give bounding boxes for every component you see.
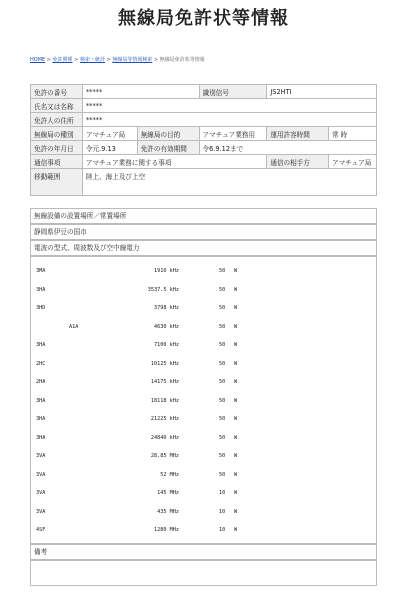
emission-class: 3HD (36, 305, 46, 311)
emission-frequency: 1910 kHz (154, 268, 179, 274)
installation-location-value: 静岡県伊豆の国市 (30, 224, 377, 240)
emission-frequency: 10125 kHz (150, 360, 179, 367)
emission-row (31, 448, 376, 464)
emissions-list (30, 256, 377, 544)
table-row (31, 155, 377, 169)
emission-row (31, 337, 376, 353)
station-type-label: 無線局の種別 (31, 127, 83, 141)
license-info-table (30, 84, 377, 196)
emission-power-unit: W (234, 360, 238, 367)
emission-power-unit: W (234, 416, 238, 422)
emission-power-unit: W (234, 453, 238, 459)
emission-power: 50 (219, 416, 226, 422)
operating-hours-label: 運用許容時間 (267, 127, 329, 141)
emission-power: 50 (219, 471, 226, 478)
emission-frequency: 145 MHz (157, 490, 179, 496)
emission-power-unit: W (234, 434, 238, 441)
operating-hours-value: 常 時 (328, 127, 376, 141)
emission-power: 50 (219, 342, 226, 348)
table-row (31, 113, 377, 127)
movement-range-label: 移動範囲 (31, 169, 83, 196)
breadcrumb-separator: > (104, 57, 113, 63)
emission-power: 50 (219, 379, 226, 385)
emission-power: 10 (219, 490, 226, 496)
license-number-value: ***** (82, 85, 199, 99)
emission-power: 50 (219, 305, 226, 311)
validity-value: 令6.9.12まで (199, 141, 377, 155)
emission-power: 50 (219, 286, 226, 293)
emission-class: 3HA (36, 342, 46, 348)
comm-party-label: 通信の相手方 (267, 155, 329, 169)
page-title: 無線局免許状等情報 (118, 8, 289, 29)
emission-frequency: 4630 kHz (154, 323, 179, 330)
emission-power-unit: W (234, 527, 238, 533)
remarks-value (30, 560, 377, 586)
emission-power: 50 (219, 360, 226, 367)
breadcrumb-current: > 無線局免許状等情報 (152, 57, 205, 63)
emission-frequency: 18118 kHz (150, 397, 179, 404)
emission-row (31, 300, 376, 316)
emission-class: 2HA (36, 379, 46, 385)
table-row (31, 127, 377, 141)
validity-label: 免許の有効期間 (137, 141, 199, 155)
emission-power-unit: W (234, 508, 238, 515)
emission-power-unit: W (234, 471, 238, 478)
breadcrumb-separator: > (72, 57, 80, 63)
comm-party-value: アマチュア局 (328, 155, 376, 169)
breadcrumb-license-link[interactable]: 免許関係 (52, 57, 73, 63)
emission-class: 3VA (36, 508, 46, 515)
emission-class: 3VA (36, 471, 46, 478)
emission-power: 10 (219, 527, 226, 533)
emission-frequency: 435 MHz (157, 508, 179, 515)
purpose-value: アマチュア業務用 (199, 127, 267, 141)
emission-power-unit: W (234, 286, 238, 293)
comm-matters-value: アマチュア業務に関する事項 (82, 155, 266, 169)
emission-frequency: 21225 kHz (150, 416, 179, 422)
license-date-value: 令元.9.13 (82, 141, 137, 155)
emission-frequency: 24840 kHz (150, 434, 179, 441)
emission-class: 3MA (36, 268, 46, 274)
movement-range-value: 陸上、海上及び上空 (82, 169, 376, 196)
emission-power-unit: W (234, 379, 238, 385)
emission-row (31, 430, 376, 446)
emission-class: 3HA (36, 434, 46, 441)
emission-row (31, 504, 376, 520)
installation-location-label: 無線設備の設置場所／常置場所 (30, 208, 377, 224)
emission-frequency: 1280 MHz (154, 527, 179, 533)
emission-power: 10 (219, 508, 226, 515)
breadcrumb-separator: > (45, 57, 53, 63)
breadcrumb (30, 56, 205, 63)
emission-row (31, 263, 376, 279)
emission-power-unit: W (234, 323, 238, 330)
emission-row (31, 393, 376, 409)
emission-power-unit: W (234, 342, 238, 348)
emission-class: 3HA (36, 286, 46, 293)
emission-power: 50 (219, 453, 226, 459)
remarks-label: 備考 (30, 544, 377, 560)
emission-power-unit: W (234, 490, 238, 496)
table-row (31, 99, 377, 113)
emission-power-unit: W (234, 397, 238, 404)
address-value: ***** (82, 113, 376, 127)
emission-row (31, 522, 376, 538)
callsign-label: 識別信号 (199, 85, 267, 99)
emission-frequency: 3537.5 kHz (147, 286, 179, 293)
emission-row (31, 467, 376, 483)
emission-power: 50 (219, 268, 226, 274)
emission-row (31, 485, 376, 501)
breadcrumb-home-link[interactable]: HOME (30, 57, 46, 63)
station-type-value: アマチュア局 (82, 127, 137, 141)
emission-row (31, 282, 376, 298)
name-label: 氏名又は名称 (31, 99, 83, 113)
license-number-label: 免許の番号 (31, 85, 83, 99)
address-label: 免許人の住所 (31, 113, 83, 127)
emission-power-unit: W (234, 268, 238, 274)
emission-class: 4SF (36, 527, 46, 533)
callsign-value: JS2HTI (267, 85, 377, 99)
emission-class: 3HA (36, 416, 46, 422)
breadcrumb-search-link[interactable]: 検索・統計 (79, 57, 105, 63)
emissions-label: 電波の型式、周波数及び空中線電力 (30, 240, 377, 256)
emission-frequency: 52 MHz (160, 471, 179, 478)
emission-row (31, 319, 376, 335)
purpose-label: 無線局の目的 (137, 127, 199, 141)
license-date-label: 免許の年月日 (31, 141, 83, 155)
emission-frequency: 14175 kHz (150, 379, 179, 385)
emission-class: 3VA (36, 490, 46, 496)
emission-power: 50 (219, 434, 226, 441)
emission-power-unit: W (234, 305, 238, 311)
emission-row (31, 411, 376, 427)
emission-row (31, 356, 376, 372)
emission-power: 50 (219, 323, 226, 330)
emission-class: 3HA (36, 397, 46, 404)
table-row (31, 85, 377, 99)
name-value: ***** (82, 99, 376, 113)
table-row (31, 141, 377, 155)
emission-row (31, 374, 376, 390)
emission-frequency: 3798 kHz (154, 305, 179, 311)
emission-power: 50 (219, 397, 226, 404)
comm-matters-label: 通信事項 (31, 155, 83, 169)
table-row (31, 169, 377, 196)
emission-class: A1A (69, 323, 79, 330)
breadcrumb-station-search-link[interactable]: 無線局等情報検索 (112, 57, 153, 63)
emission-frequency: 7100 kHz (154, 342, 179, 348)
emission-class: 3VA (36, 453, 46, 459)
emission-class: 2HC (36, 360, 46, 367)
emission-frequency: 28.85 MHz (150, 453, 179, 459)
